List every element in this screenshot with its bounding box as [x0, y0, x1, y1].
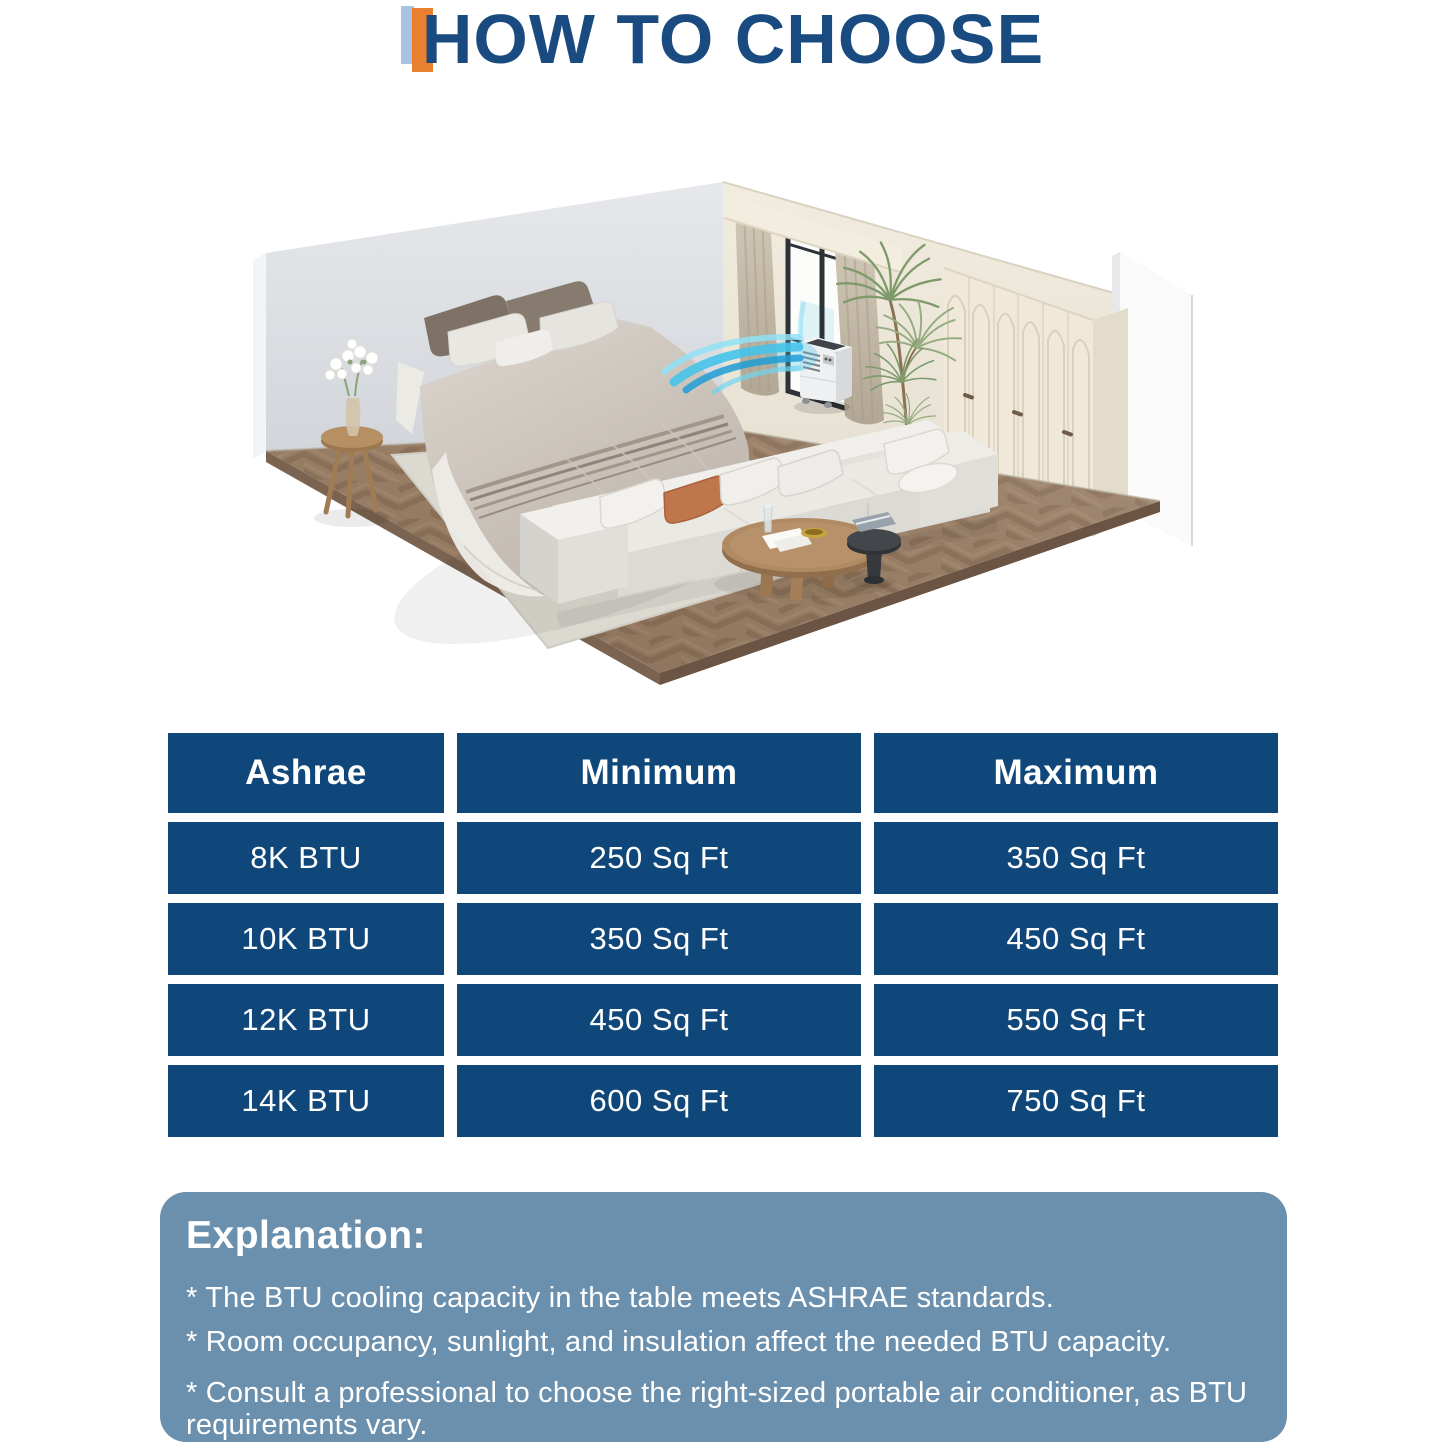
table-header-minimum: Minimum: [457, 733, 861, 813]
explanation-bullet: * Room occupancy, sunlight, and insulation affect the needed BTU capacity.: [186, 1326, 1172, 1359]
table-header-ashrae: Ashrae: [168, 733, 444, 813]
page-title: HOW TO CHOOSE: [421, 0, 1045, 78]
table-cell: 8K BTU: [168, 822, 444, 894]
table-cell: 750 Sq Ft: [874, 1065, 1278, 1137]
table-cell: 12K BTU: [168, 984, 444, 1056]
btu-sizing-table: [168, 733, 1278, 1137]
table-cell: 250 Sq Ft: [457, 822, 861, 894]
table-cell: 550 Sq Ft: [874, 984, 1278, 1056]
table-cell: 350 Sq Ft: [874, 822, 1278, 894]
table-cell: 10K BTU: [168, 903, 444, 975]
drinking-glass: [764, 506, 772, 532]
explanation-bullet: * The BTU cooling capacity in the table meets ASHRAE standards.: [186, 1282, 1055, 1314]
table-cell: 14K BTU: [168, 1065, 444, 1137]
explanation-heading: Explanation:: [186, 1214, 427, 1257]
table-cell: 450 Sq Ft: [457, 984, 861, 1056]
table-cell: 600 Sq Ft: [457, 1065, 861, 1137]
explanation-panel: [160, 1192, 1287, 1442]
table-cell: 350 Sq Ft: [457, 903, 861, 975]
explanation-bullet: * Consult a professional to choose the right-sized portable air conditioner, as BTU requirements vary.: [186, 1376, 1248, 1442]
vase: [346, 398, 361, 436]
table-header-maximum: Maximum: [874, 733, 1278, 813]
table-cell: 450 Sq Ft: [874, 903, 1278, 975]
